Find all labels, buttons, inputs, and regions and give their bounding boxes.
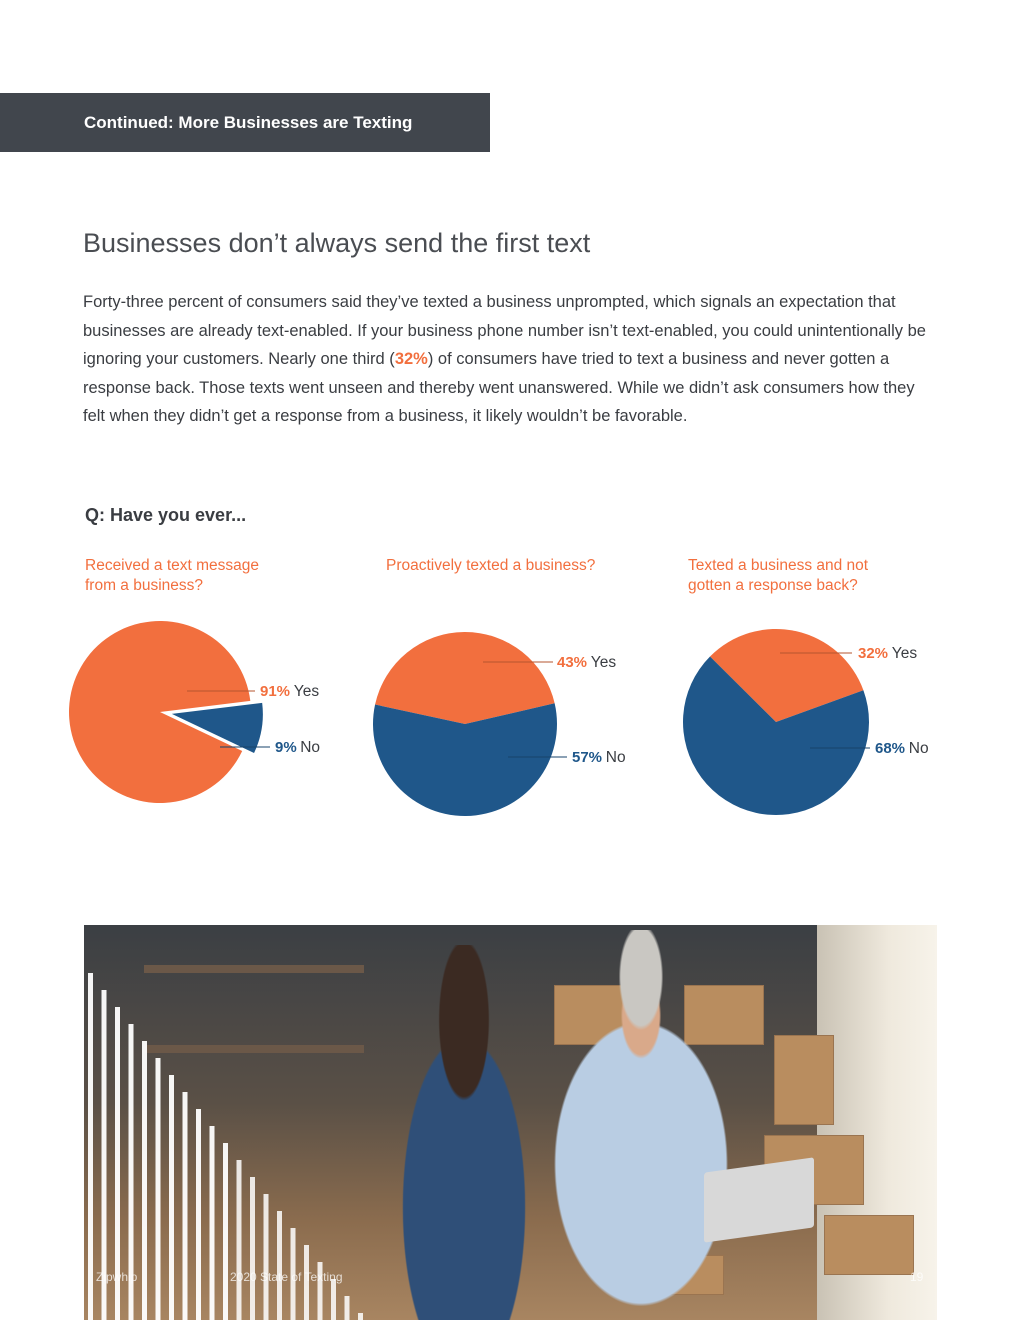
legend-label-no: No [605, 749, 626, 766]
banner-title: Continued: More Businesses are Texting [84, 113, 413, 132]
stripe [183, 1092, 188, 1320]
stripe [196, 1109, 201, 1320]
legend-label-no: No [300, 739, 321, 756]
stripe [156, 1058, 161, 1320]
legend-label-no: No [908, 740, 929, 757]
stripe [331, 1279, 336, 1320]
footer-brand: Zipwhip [96, 1270, 138, 1284]
stripe [142, 1041, 147, 1320]
chart-title-line: Received a text message [85, 557, 260, 574]
stripe [358, 1313, 363, 1320]
chart-title-line: gotten a response back? [688, 577, 858, 594]
pct-label-no: 9% [275, 739, 297, 756]
body-text-before: Forty-three percent of consumers said they’ve texted a business unprompted, which signals an expectation that businesses are already text-enabled. If your business phone number isn’t text-enabled, you could unintentionally be ignoring your customers. Nearly one third ( [83, 293, 926, 368]
stripe [250, 1177, 255, 1320]
hero-photo [84, 925, 937, 1320]
pie-charts [0, 600, 1020, 840]
section-heading: Businesses don’t always send the first text [83, 228, 591, 258]
pct-label-no: 57% [572, 749, 603, 766]
stripe [345, 1296, 350, 1320]
question-label: Q: Have you ever... [85, 505, 247, 525]
body-paragraph [83, 288, 933, 431]
chart-title-line: Texted a business and not [688, 557, 869, 574]
pct-label-no: 68% [875, 740, 906, 757]
legend-label-yes: Yes [891, 645, 918, 662]
legend-label-yes: Yes [293, 683, 320, 700]
stripe [264, 1194, 269, 1320]
pct-label-yes: 43% [557, 654, 588, 671]
pct-label-yes: 32% [858, 645, 889, 662]
page-number: 19 [910, 1270, 924, 1284]
stripe [169, 1075, 174, 1320]
section-banner [0, 93, 490, 152]
stripe [277, 1211, 282, 1320]
chart-title-line: Proactively texted a business? [386, 557, 596, 574]
legend-label-yes: Yes [590, 654, 617, 671]
chart-title-proactive [386, 556, 626, 576]
chart-title-no-response [688, 556, 928, 596]
pct-label-yes: 91% [260, 683, 291, 700]
chart-title-received [85, 556, 325, 596]
chart-title-line: from a business? [85, 577, 204, 594]
stripe-decoration [84, 925, 937, 1320]
stripe [88, 973, 93, 1320]
stripe [237, 1160, 242, 1320]
stripe [210, 1126, 215, 1320]
footer-report-title: 2020 State of Texting [230, 1270, 343, 1284]
body-highlight: 32% [394, 350, 428, 368]
body-text-after: ) of consumers have tried to text a business and never gotten a response back. Those texts went unseen and thereby went unanswered. While we didn’t ask consumers how they felt when they didn’t get a response from a business, it likely wouldn’t be favorable. [83, 350, 915, 425]
stripe [223, 1143, 228, 1320]
